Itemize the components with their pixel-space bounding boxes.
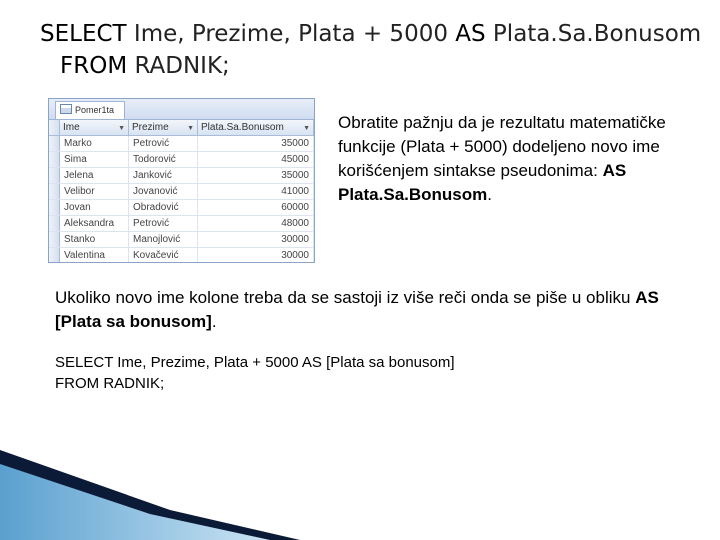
sql-heading [40,18,701,82]
column-header-label: Plata.Sa.Bonusom [201,122,284,133]
cell-prezime[interactable]: Manojlović [129,232,198,248]
cell-prezime[interactable]: Obradović [129,200,198,216]
cell-ime[interactable]: Jelena [60,168,129,184]
select-keyword: SELECT [40,21,127,47]
sort-arrow-icon[interactable]: ▼ [187,125,194,132]
select-all-cell[interactable] [49,120,60,136]
table-row[interactable] [49,200,314,216]
cell-plata[interactable]: 30000 [198,248,314,264]
sql-heading-line1 [40,18,701,50]
sort-arrow-icon[interactable]: ▼ [303,125,310,132]
cell-plata[interactable]: 35000 [198,136,314,152]
as-keyword: AS [455,21,486,47]
multiword-explanation [55,286,695,334]
cell-ime[interactable]: Valentina [60,248,129,264]
sql-example-line1: SELECT Ime, Prezime, Plata + 5000 AS [Plata sa bonusom] [55,354,455,371]
query-icon [60,104,72,114]
cell-ime[interactable]: Jovan [60,200,129,216]
multiword-explanation-bold: AS [Plata sa bonusom] [55,288,659,331]
cell-ime[interactable]: Aleksandra [60,216,129,232]
alias-explanation [338,111,710,207]
table-row[interactable] [49,184,314,200]
column-header-ime[interactable] [60,120,129,136]
cell-plata[interactable]: 48000 [198,216,314,232]
table-row[interactable] [49,152,314,168]
table-row[interactable] [49,136,314,152]
column-header-plata-sa-bonusom[interactable] [198,120,314,136]
cell-plata[interactable]: 41000 [198,184,314,200]
alias-explanation-bold: AS Plata.Sa.Bonusom [338,161,627,204]
column-header-prezime[interactable] [129,120,198,136]
corner-decoration [0,450,300,540]
cell-ime[interactable]: Stanko [60,232,129,248]
cell-prezime[interactable]: Jovanović [129,184,198,200]
table-row[interactable] [49,248,314,264]
select-columns: Ime, Prezime, Plata + 5000 [126,21,456,47]
row-selector[interactable] [49,168,60,184]
cell-prezime[interactable]: Petrović [129,136,198,152]
alias-name: Plata.Sa.Bonusom [485,21,702,47]
cell-prezime[interactable]: Todorović [129,152,198,168]
alias-explanation-text: Obratite pažnju da je rezultatu matematičke funkcije (Plata + 5000) dodeljeno novo ime korišćenjem sintakse pseudonima: [338,113,666,180]
cell-ime[interactable]: Sima [60,152,129,168]
row-selector[interactable] [49,232,60,248]
table-row[interactable] [49,168,314,184]
query-tab[interactable] [55,101,125,119]
column-header-label: Prezime [132,122,169,133]
grid-header-row [49,120,314,136]
column-header-label: Ime [63,122,80,133]
cell-plata[interactable]: 30000 [198,232,314,248]
row-selector[interactable] [49,200,60,216]
cell-prezime[interactable]: Kovačević [129,248,198,264]
sql-example-line2: FROM RADNIK; [55,375,165,392]
alias-explanation-end: . [487,185,492,204]
table-row[interactable] [49,232,314,248]
row-selector[interactable] [49,136,60,152]
query-tab-bar [49,99,314,120]
cell-plata[interactable]: 60000 [198,200,314,216]
from-keyword: FROM [60,53,128,79]
table-row[interactable] [49,216,314,232]
cell-plata[interactable]: 45000 [198,152,314,168]
row-selector[interactable] [49,152,60,168]
cell-prezime[interactable]: Petrović [129,216,198,232]
cell-plata[interactable]: 35000 [198,168,314,184]
cell-ime[interactable]: Marko [60,136,129,152]
query-result-window [48,98,315,263]
row-selector[interactable] [49,248,60,264]
row-selector[interactable] [49,216,60,232]
query-tab-label: Pomer1ta [75,105,115,115]
result-grid [49,120,314,263]
sql-example [55,352,455,394]
row-selector[interactable] [49,184,60,200]
sort-arrow-icon[interactable]: ▼ [118,125,125,132]
cell-ime[interactable]: Velibor [60,184,129,200]
multiword-explanation-text: Ukoliko novo ime kolone treba da se sastoji iz više reči onda se piše u obliku [55,288,636,307]
from-table: RADNIK; [127,53,230,79]
multiword-explanation-end: . [211,312,217,331]
sql-heading-line2 [60,50,701,82]
cell-prezime[interactable]: Janković [129,168,198,184]
